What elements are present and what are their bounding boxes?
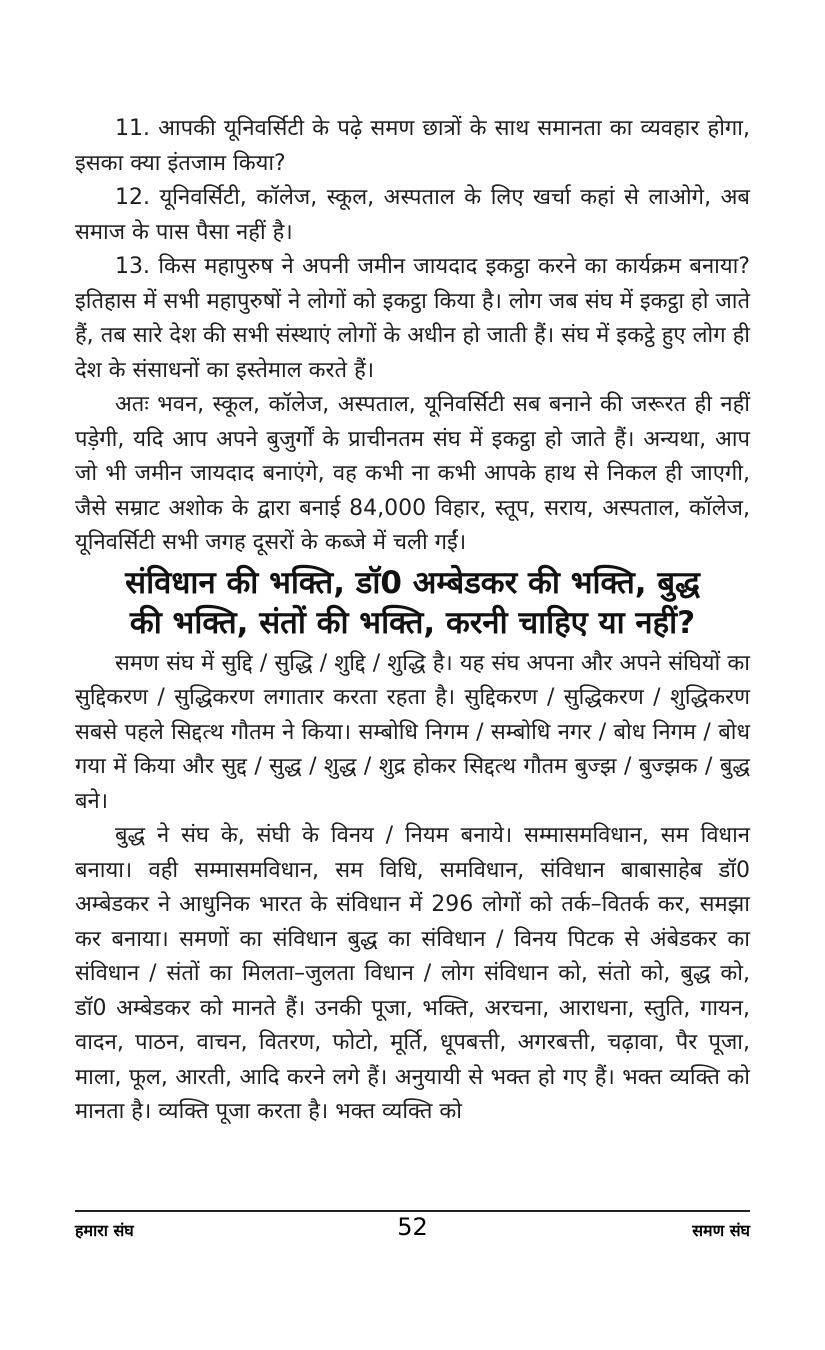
paragraph-11: 11. आपकी यूनिवर्सिटी के पढ़े समण छात्रों के साथ समानता का व्यवहार होगा, इसका क्या इंतजाम किया?	[75, 116, 750, 176]
page-number: 52	[397, 1213, 428, 1241]
paragraph-samana-sangh: समण संघ में सुद्दि / सुद्धि / शुद्दि / शुद्धि है। यह संघ अपना और अपने संघियों का सुद्दिकरण / सुद्धिकरण लगातार करता रहता है। सुद्दिकरण / सुद्धिकरण / शुद्धिकरण सबसे पहले सिद्दत्थ गौतम ने किया। सम्बोधि निगम / सम्बोधि नगर / बोध निगम / बोध गया में किया और सुद्द / सुद्ध / शुद्ध / शुद्र होकर सिद्दत्थ गौतम बुज्झ / बुज्झक / बुद्ध बने।	[75, 650, 750, 814]
footer-section-title: समण संघ	[692, 1221, 750, 1240]
paragraph-13: 13. किस महापुरुष ने अपनी जमीन जायदाद इकट्ठा करने का कार्यक्रम बनाया? इतिहास में सभी महापुरुषों ने लोगों को इकट्ठा किया है। लोग जब संघ में इकट्ठा हो जाते हैं, तब सारे देश की सभी संस्थाएं लोगों के अधीन हो जाती हैं। संघ में इकट्ठे हुए लोग ही देश के संसाधनों का इस्तेमाल करते हैं।	[75, 254, 750, 383]
paragraph-conclusion: अतः भवन, स्कूल, कॉलेज, अस्पताल, यूनिवर्सिटी सब बनाने की जरूरत ही नहीं पड़ेगी, यदि आप अपने बुजुर्गों के प्राचीनतम संघ में इकट्ठा हो जाते हैं। अन्यथा, आप जो भी जमीन जायदाद बनाएंगे, वह कभी ना कभी आपके हाथ से निकल ही जाएगी, जैसे सम्राट अशोक के द्वारा बनाई 84,000 विहार, स्तूप, सराय, अस्पताल, कॉलेज, यूनिवर्सिटी सभी जगह दूसरों के कब्जे में चली गईं।	[75, 392, 750, 555]
footer-book-title: हमारा संघ	[75, 1221, 134, 1240]
section-heading-line-1: संविधान की भक्ति, डॉ0 अम्बेडकर की भक्ति, बुद्ध	[125, 564, 700, 601]
section-heading-line-2: की भक्ति, संतों की भक्ति, करनी चाहिए या नहीं?	[129, 604, 696, 641]
section-heading	[75, 563, 750, 643]
paragraph-buddha-vinaya: बुद्ध ने संघ के, संघी के विनय / नियम बनाये। सम्मासमविधान, सम विधान बनाया। वही सम्मासमविधान, सम विधि, समविधान, संविधान बाबासाहेब डॉ0 अम्बेडकर ने आधुनिक भारत के संविधान में 296 लोगों को तर्क–वितर्क कर, समझा कर बनाया। समणों का संविधान बुद्ध का संविधान / विनय पिटक से अंबेडकर का संविधान / संतों का मिलता–जुलता विधान / लोग संविधान को, संतो को, बुद्ध को, डॉ0 अम्बेडकर को मानते हैं। उनकी पूजा, भक्ति, अरचना, आराधना, स्तुति, गायन, वादन, पाठन, वाचन, वितरण, फोटो, मूर्ति, धूपबत्ती, अगरबत्ती, चढ़ावा, पैर पूजा, माला, फूल, आरती, आदि करने लगे हैं। अनुयायी से भक्त हो गए हैं। भक्त व्यक्ति को मानता है। व्यक्ति पूजा करता है। भक्त व्यक्ति को	[75, 823, 750, 1124]
page-body	[75, 112, 750, 1130]
page-footer	[75, 1213, 750, 1247]
paragraph-12: 12. यूनिवर्सिटी, कॉलेज, स्कूल, अस्पताल के लिए खर्चा कहां से लाओगे, अब समाज के पास पैसा नहीं है।	[75, 185, 750, 245]
footer-divider	[75, 1210, 750, 1212]
